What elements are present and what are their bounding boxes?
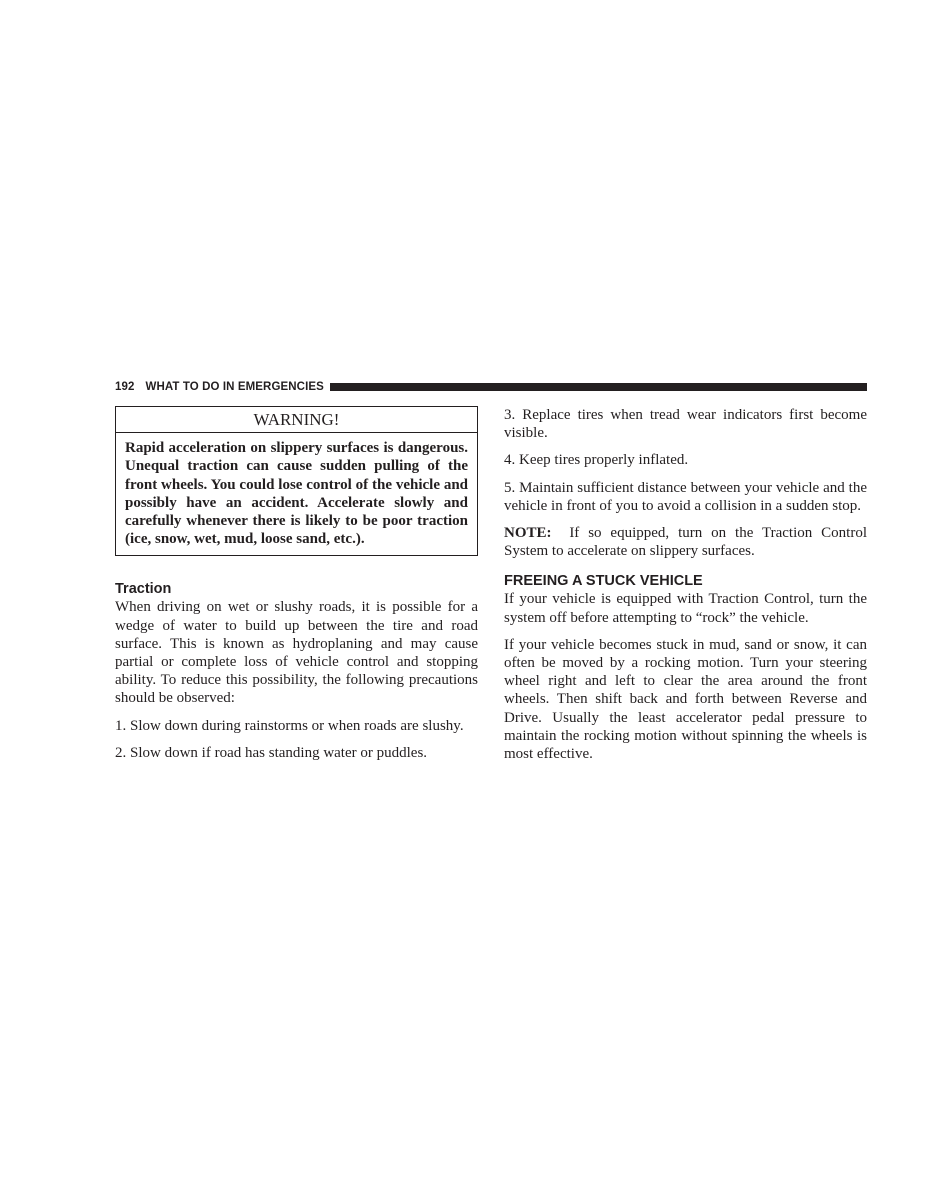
note-text: If so equipped, turn on the Traction Control System to accelerate on slippery surfaces.	[504, 525, 867, 560]
page-number: 192	[115, 381, 135, 393]
traction-heading: Traction	[115, 581, 172, 598]
list-item-3: 3. Replace tires when tread wear indicators first become visible.	[504, 407, 867, 442]
header-rule	[330, 383, 867, 391]
stuck-paragraph-1: If your vehicle is equipped with Traction Control, turn the system off before attempting to “rock” the vehicle.	[504, 591, 867, 626]
warning-box	[115, 406, 478, 556]
warning-text: Rapid acceleration on slippery surfaces is dangerous. Unequal traction can cause sudden pulling of the front wheels. You could lose control of the vehicle and possibly have an accident. Accelerate slowly and carefully whenever there is likely to be poor traction (ice, snow, wet, mud, loose sand, etc.).	[125, 440, 468, 548]
list-item-2: 2. Slow down if road has standing water or puddles.	[115, 744, 428, 761]
note-paragraph	[504, 524, 867, 560]
stuck-vehicle-heading: FREEING A STUCK VEHICLE	[504, 573, 703, 590]
list-item-1: 1. Slow down during rainstorms or when roads are slushy.	[115, 717, 464, 734]
note-label: NOTE:	[504, 525, 552, 542]
left-column	[115, 406, 478, 762]
list-item-5: 5. Maintain sufficient distance between your vehicle and the vehicle in front of you to avoid a collision in a sudden stop.	[504, 479, 867, 514]
warning-title: WARNING!	[116, 407, 477, 433]
stuck-paragraph-2: If your vehicle becomes stuck in mud, sand or snow, it can often be moved by a rocking motion. Turn your steering wheel right and left to clear the area around the front wheels. Then shift back and forth between Reverse and Drive. Usually the least accelerator pedal pressure to maintain the rocking motion without spinning the wheels is most effective.	[504, 636, 867, 763]
right-column	[504, 406, 867, 763]
list-item-4: 4. Keep tires properly inflated.	[504, 452, 689, 469]
section-title: WHAT TO DO IN EMERGENCIES	[145, 381, 324, 393]
page-header	[115, 379, 867, 395]
traction-paragraph: When driving on wet or slushy roads, it is possible for a wedge of water to build up between the tire and road surface. This is known as hydroplaning and may cause partial or complete loss of vehicle control and stopping ability. To reduce this possibility, the following precautions should be observed:	[115, 599, 478, 707]
